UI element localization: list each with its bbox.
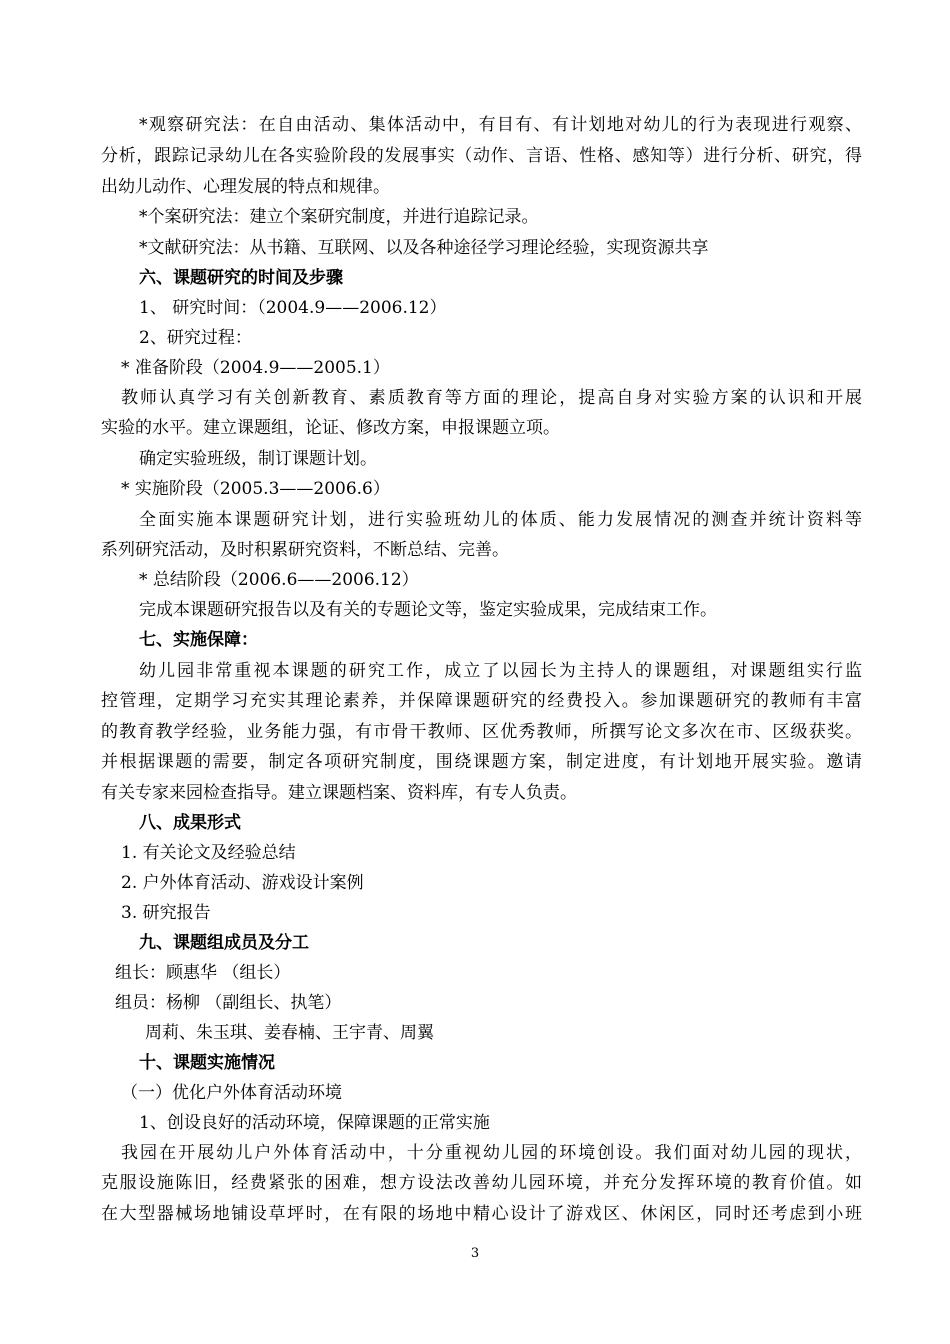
paragraph-line: 全面实施本课题研究计划，进行实验班幼儿的体质、能力发展情况的测查并统计资料等 <box>139 510 862 530</box>
paragraph-line: 我园在开展幼儿户外体育活动中，十分重视幼儿园的环境创设。我们面对幼儿园的现状， <box>121 1143 862 1163</box>
subsection-heading: 1、创设良好的活动环境，保障课题的正常实施 <box>139 1113 490 1133</box>
section-heading: 七、实施保障： <box>139 630 258 650</box>
subsection-heading: （一）优化户外体育活动环境 <box>121 1083 342 1103</box>
paragraph-line: 并根据课题的需要，制定各项研究制度，围绕课题方案，制定进度，有计划地开展实验。邀请 <box>101 752 862 772</box>
paragraph-line: 控管理，定期学习充实其理论素养，并保障课题研究的经费投入。参加课题研究的教师有丰富 <box>101 691 862 711</box>
paragraph-line: 在大型器械场地铺设草坪时，在有限的场地中精心设计了游戏区、休闲区，同时还考虑到小班 <box>101 1204 862 1224</box>
paragraph-line: 出幼儿动作、心理发展的特点和规律。 <box>101 177 390 197</box>
paragraph-line: 幼儿园非常重视本课题的研究工作，成立了以园长为主持人的课题组，对课题组实行监 <box>139 661 862 681</box>
list-item: 1. 有关论文及经验总结 <box>121 843 296 863</box>
member-leader: 组长：顾惠华 （组长） <box>115 963 291 983</box>
paragraph-line: *个案研究法：建立个案研究制度，并进行追踪记录。 <box>139 207 539 227</box>
section-heading: 九、课题组成员及分工 <box>139 933 309 953</box>
paragraph-line: 的教育教学经验，业务能力强，有市骨干教师、区优秀教师，所撰写论文多次在市、区级获奖。 <box>101 722 862 742</box>
section-heading: 六、课题研究的时间及步骤 <box>139 268 343 288</box>
member-list: 组员：杨柳 （副组长、执笔） <box>115 993 342 1013</box>
list-item: 2. 户外体育活动、游戏设计案例 <box>121 873 364 893</box>
paragraph-line: 实验的水平。建立课题组，论证、修改方案，申报课题立项。 <box>101 418 560 438</box>
stage-title: * 实施阶段（2005.3——2006.6） <box>121 479 390 499</box>
paragraph-line: 确定实验班级，制订课题计划。 <box>139 449 377 469</box>
page-number: 3 <box>470 1246 480 1261</box>
paragraph-line: 克服设施陈旧，经费紧张的困难，想方设法改善幼儿园环境，并充分发挥环境的教育价值。如 <box>101 1173 862 1193</box>
paragraph-line: 完成本课题研究报告以及有关的专题论文等，鉴定实验成果，完成结束工作。 <box>139 600 717 620</box>
paragraph-line: 2、研究过程： <box>139 328 252 348</box>
stage-title: * 总结阶段（2006.6——2006.12） <box>139 570 419 590</box>
member-list: 周莉、朱玉琪、姜春楠、王宇青、周翼 <box>145 1023 434 1043</box>
paragraph-line: *文献研究法：从书籍、互联网、以及各种途径学习理论经验，实现资源共享 <box>139 238 709 258</box>
paragraph-line: 有关专家来园检查指导。建立课题档案、资料库，有专人负责。 <box>101 783 577 803</box>
paragraph-line: 教师认真学习有关创新教育、素质教育等方面的理论，提高自身对实验方案的认识和开展 <box>121 388 862 408</box>
paragraph-line: 分析，跟踪记录幼儿在各实验阶段的发展事实（动作、言语、性格、感知等）进行分析、研究，得 <box>101 146 862 166</box>
paragraph-line: *观察研究法：在自由活动、集体活动中，有目有、有计划地对幼儿的行为表现进行观察、 <box>139 115 862 135</box>
stage-title: * 准备阶段（2004.9——2005.1） <box>121 358 390 378</box>
paragraph-line: 1、 研究时间：（2004.9——2006.12） <box>139 298 447 318</box>
paragraph-line: 系列研究活动，及时积累研究资料，不断总结、完善。 <box>101 540 509 560</box>
section-heading: 八、成果形式 <box>139 813 241 833</box>
list-item: 3. 研究报告 <box>121 903 211 923</box>
section-heading: 十、课题实施情况 <box>139 1053 275 1073</box>
